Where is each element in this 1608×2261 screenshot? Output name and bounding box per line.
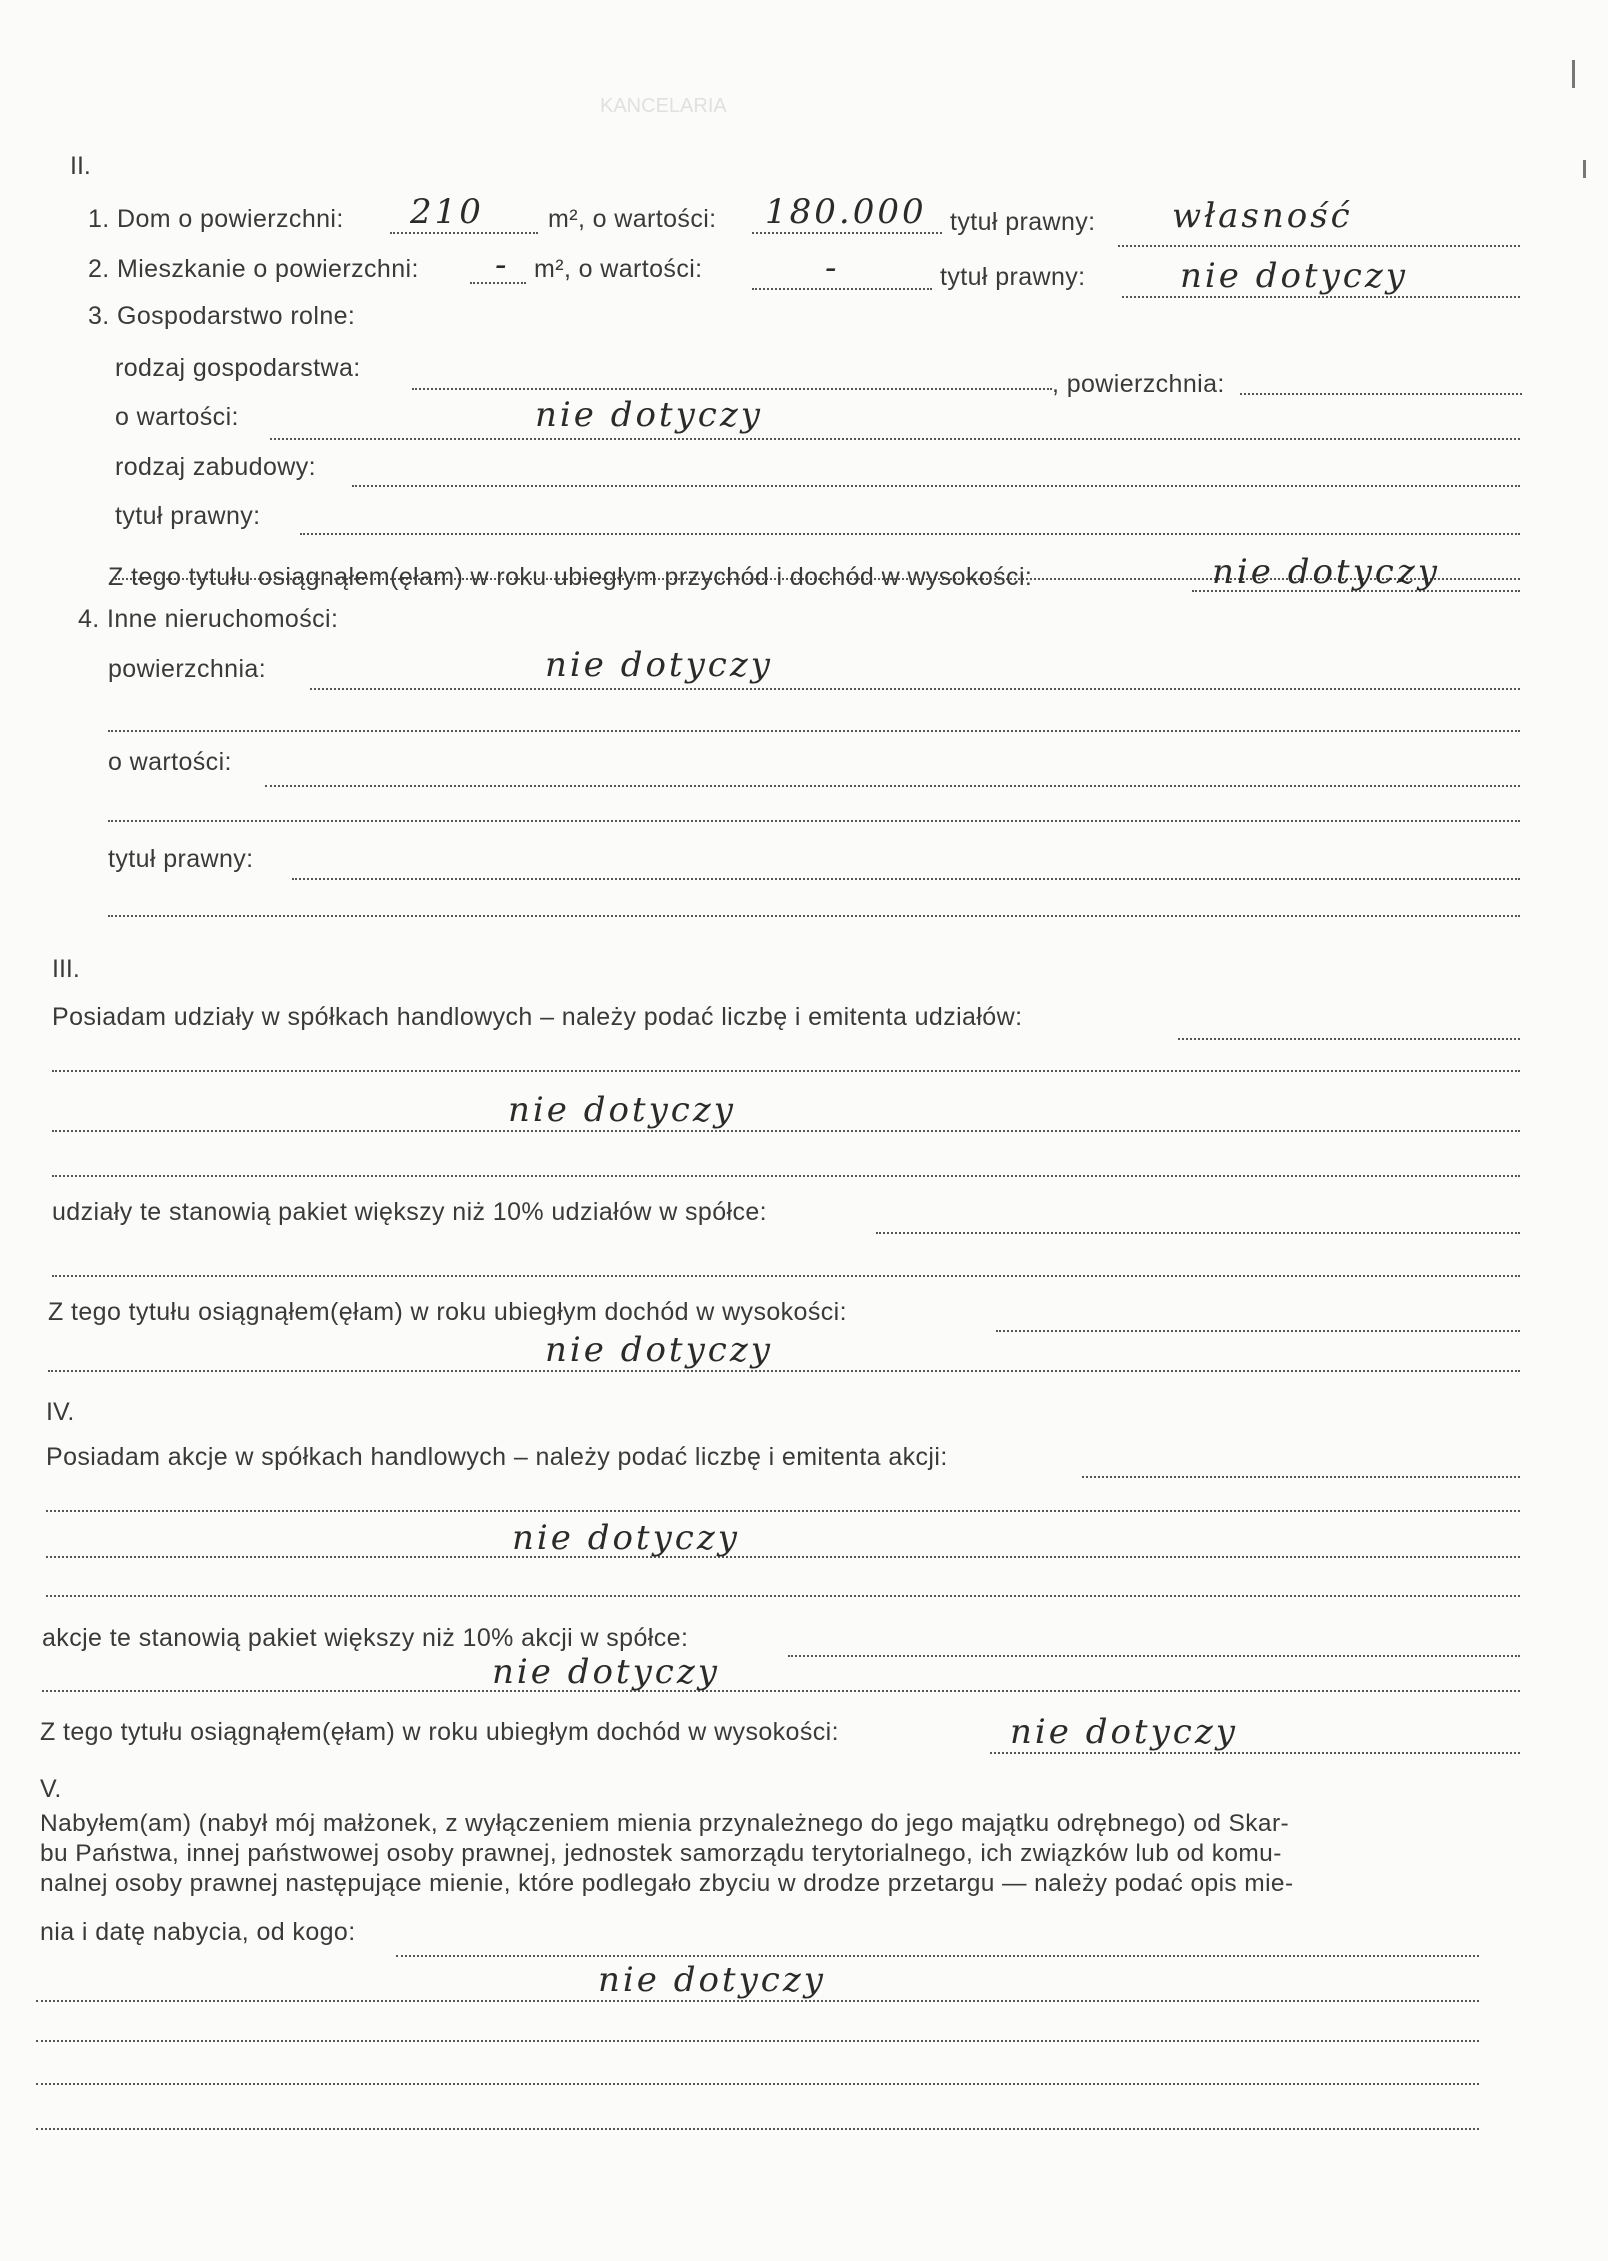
other-area-field[interactable]	[310, 688, 1520, 690]
stocks-income-value: nie dotyczy	[1010, 1712, 1238, 1752]
faded-stamp: KANCELARIA	[600, 95, 727, 117]
stocks-packet-line2[interactable]	[42, 1690, 1520, 1692]
stocks-income-field[interactable]	[990, 1752, 1520, 1754]
section-iv-heading: IV.	[46, 1398, 75, 1426]
flat-area-value: -	[495, 245, 510, 285]
shares-income-line2[interactable]	[48, 1370, 1520, 1372]
other-value-line2[interactable]	[108, 820, 1520, 822]
farm-type-label: rodzaj gospodarstwa:	[115, 354, 361, 382]
other-title-field[interactable]	[292, 878, 1520, 880]
scan-mark	[1572, 60, 1575, 88]
house-value-field[interactable]	[752, 232, 942, 234]
stocks-packet-value: nie dotyczy	[492, 1652, 720, 1692]
other-title-line2[interactable]	[108, 915, 1520, 917]
farm-income-value: nie dotyczy	[1212, 552, 1440, 592]
stocks-line2[interactable]	[46, 1510, 1520, 1512]
house-area-label: 1. Dom o powierzchni:	[88, 205, 344, 233]
flat-area-label: 2. Mieszkanie o powierzchni:	[88, 255, 419, 283]
acquisition-line5[interactable]	[36, 2128, 1479, 2130]
acquisition-field[interactable]	[396, 1955, 1479, 1957]
other-area-value: nie dotyczy	[545, 645, 773, 685]
shares-field[interactable]	[1178, 1038, 1520, 1040]
farm-building-label: rodzaj zabudowy:	[115, 453, 316, 481]
shares-income-label: Z tego tytułu osiągnąłem(ęłam) w roku ubiegłym dochód w wysokości:	[48, 1298, 847, 1326]
acquisition-value: nie dotyczy	[598, 1960, 826, 2000]
section-iii-heading: III.	[52, 955, 80, 983]
house-value: 180.000	[765, 192, 927, 232]
shares-packet-line2[interactable]	[52, 1275, 1520, 1277]
farm-value: nie dotyczy	[535, 395, 763, 435]
acquisition-line2[interactable]	[36, 2000, 1479, 2002]
shares-label: Posiadam udziały w spółkach handlowych – należy podać liczbę i emitenta udziałów:	[52, 1003, 1023, 1031]
other-property-label: 4. Inne nieruchomości:	[78, 605, 339, 633]
house-title-label: tytuł prawny:	[950, 208, 1096, 236]
shares-packet-field[interactable]	[876, 1232, 1520, 1234]
other-title-label: tytuł prawny:	[108, 845, 254, 873]
other-area-label: powierzchnia:	[108, 655, 267, 683]
stocks-value: nie dotyczy	[512, 1518, 740, 1558]
farm-title-label: tytuł prawny:	[115, 502, 261, 530]
stocks-label: Posiadam akcje w spółkach handlowych – należy podać liczbę i emitenta akcji:	[46, 1443, 948, 1471]
flat-unit-label: m², o wartości:	[534, 255, 703, 283]
section-ii-heading: II.	[70, 152, 91, 180]
farm-value-field[interactable]	[270, 438, 1520, 440]
farm-income-label: Z tego tytułu osiągnąłem(ęłam) w roku ubiegłym przychód i dochód w wysokości:	[108, 563, 1033, 591]
shares-income-value: nie dotyczy	[545, 1330, 773, 1370]
house-area-value: 210	[410, 192, 484, 232]
shares-packet-label: udziały te stanowią pakiet większy niż 10% udziałów w spółce:	[52, 1198, 768, 1226]
farm-label: 3. Gospodarstwo rolne:	[88, 302, 356, 330]
acquisition-text-2: bu Państwa, innej państwowej osoby prawnej, jednostek samorządu terytorialnego, ich związków lub od komu-	[40, 1840, 1282, 1867]
flat-title-value: nie dotyczy	[1180, 256, 1408, 296]
acquisition-line4[interactable]	[36, 2083, 1479, 2085]
farm-area-field[interactable]	[1240, 393, 1522, 395]
section-v-heading: V.	[40, 1775, 62, 1803]
shares-line4[interactable]	[52, 1175, 1520, 1177]
stocks-line3[interactable]	[46, 1556, 1520, 1558]
other-area-line2[interactable]	[108, 730, 1520, 732]
acquisition-text-4: nia i datę nabycia, od kogo:	[40, 1918, 356, 1946]
house-title-value: własność	[1172, 196, 1353, 236]
house-unit-label: m², o wartości:	[548, 205, 717, 233]
farm-title-field[interactable]	[300, 533, 1520, 535]
acquisition-text-1: Nabyłem(am) (nabył mój małżonek, z wyłączeniem mienia przynależnego do jego majątku odrębnego) od Skar-	[40, 1810, 1290, 1837]
other-value-label: o wartości:	[108, 748, 232, 776]
house-title-field[interactable]	[1118, 245, 1520, 247]
stocks-income-label: Z tego tytułu osiągnąłem(ęłam) w roku ubiegłym dochód w wysokości:	[40, 1718, 839, 1746]
farm-type-field[interactable]	[412, 388, 1052, 390]
acquisition-text-3: nalnej osoby prawnej następujące mienie, które podlegało zbyciu w drodze przetargu — należy podać opis mie-	[40, 1870, 1294, 1897]
shares-line2[interactable]	[52, 1070, 1520, 1072]
stocks-packet-label: akcje te stanowią pakiet większy niż 10% akcji w spółce:	[42, 1624, 689, 1652]
farm-building-field[interactable]	[352, 485, 1520, 487]
house-area-field[interactable]	[390, 232, 538, 234]
other-value-field[interactable]	[265, 785, 1520, 787]
shares-value: nie dotyczy	[508, 1090, 736, 1130]
farm-value-label: o wartości:	[115, 403, 239, 431]
shares-line3[interactable]	[52, 1130, 1520, 1132]
flat-title-field[interactable]	[1122, 296, 1520, 298]
stocks-field[interactable]	[1082, 1476, 1520, 1478]
flat-value-field[interactable]	[752, 288, 932, 290]
stocks-line4[interactable]	[46, 1595, 1520, 1597]
stocks-packet-field[interactable]	[788, 1655, 1520, 1657]
flat-value: -	[825, 248, 840, 288]
acquisition-line3[interactable]	[36, 2040, 1479, 2042]
shares-income-field[interactable]	[996, 1330, 1520, 1332]
scan-mark	[1583, 160, 1586, 178]
flat-title-label: tytuł prawny:	[940, 263, 1086, 291]
farm-area-label: , powierzchnia:	[1052, 370, 1225, 398]
